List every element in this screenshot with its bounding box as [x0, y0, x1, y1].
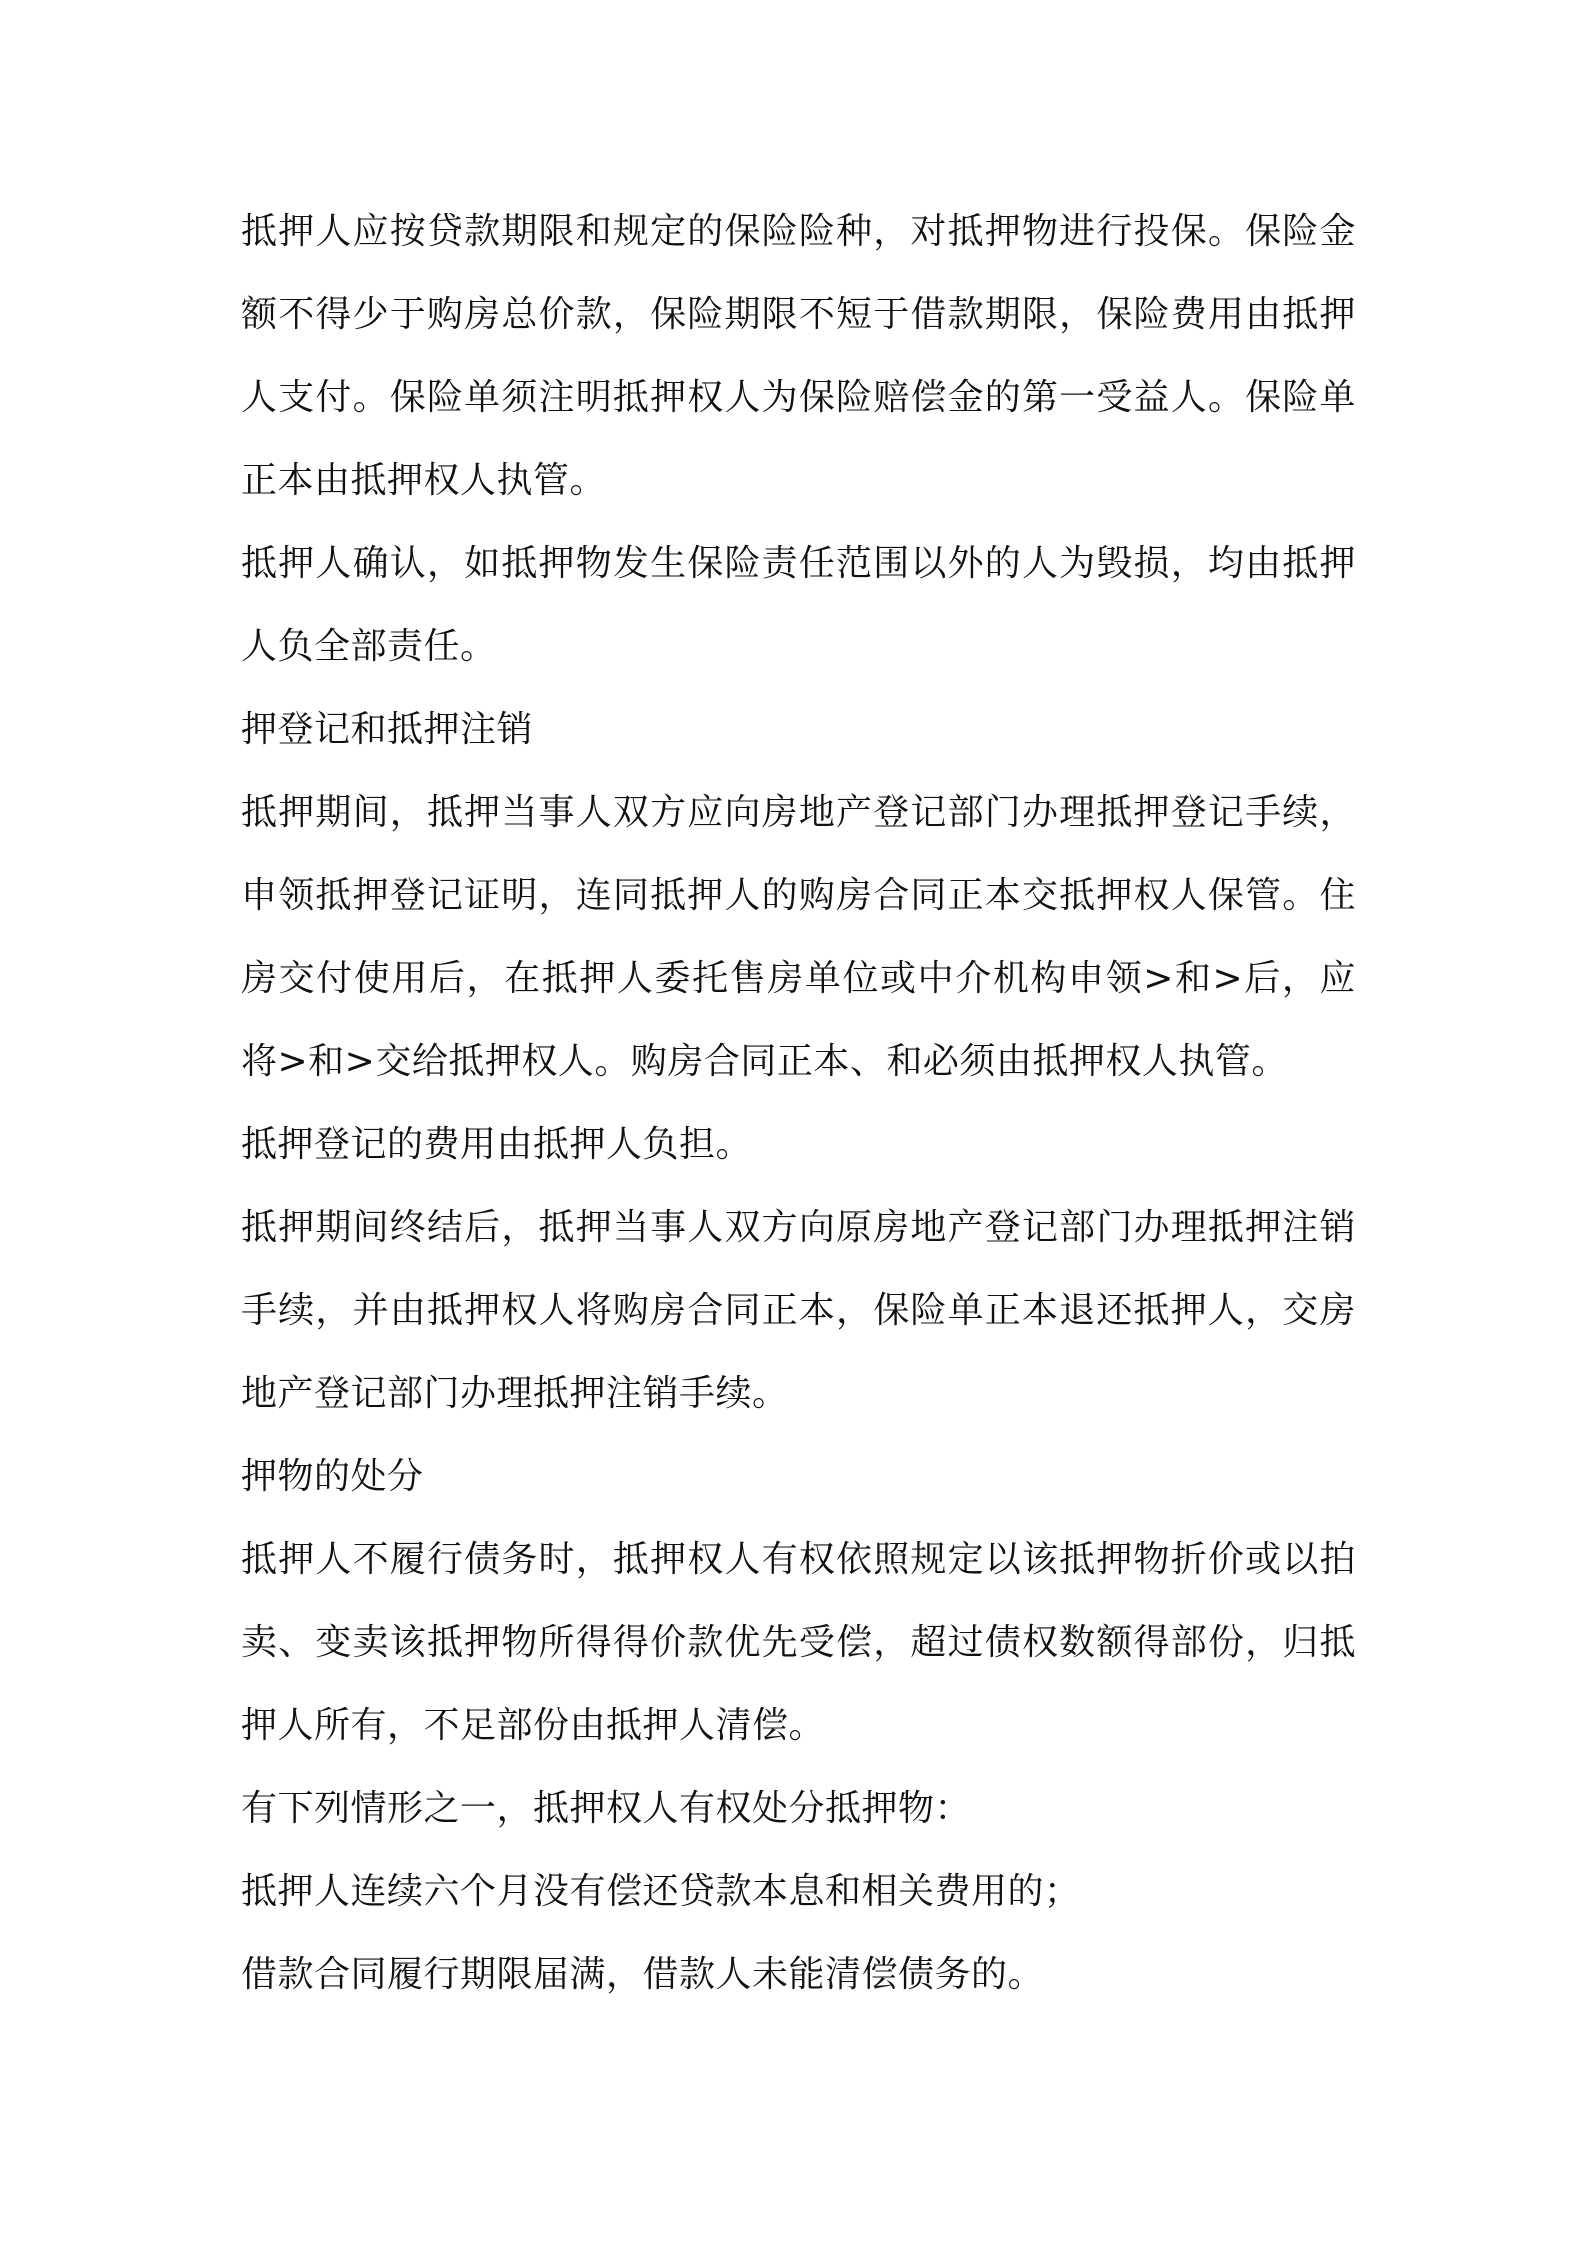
- list-item-condition-2: 借款合同履行期限届满，借款人未能清偿债务的。: [241, 1954, 1045, 1995]
- section-heading-disposal: 押物的处分: [241, 1456, 424, 1497]
- paragraph-registration-fee: 抵押登记的费用由抵押人负担。: [241, 1124, 753, 1165]
- paragraph-damage-liability: 抵押人确认，如抵押物发生保险责任范围以外的人为毁损，均由抵押人负全部责任。: [241, 543, 1356, 667]
- paragraph-disposal-conditions: 有下列情形之一，抵押权人有权处分抵押物：: [241, 1788, 972, 1829]
- paragraph-cancellation: 抵押期间终结后，抵押当事人双方向原房地产登记部门办理抵押注销手续，并由抵押权人将购房合同正本，保险单正本退还抵押人，交房地产登记部门办理抵押注销手续。: [241, 1207, 1356, 1414]
- paragraph-registration-procedure: 抵押期间，抵押当事人双方应向房地产登记部门办理抵押登记手续，申领抵押登记证明，连同抵押人的购房合同正本交抵押权人保管。住房交付使用后，在抵押人委托售房单位或中介机构申领>和>后，应将>和>交给抵押权人。购房合同正本、和必须由抵押权人执管。: [241, 792, 1356, 1082]
- section-heading-registration: 押登记和抵押注销: [241, 709, 534, 750]
- document-page: [241, 190, 1356, 2016]
- list-item-condition-1: 抵押人连续六个月没有偿还贷款本息和相关费用的；: [241, 1871, 1081, 1912]
- paragraph-insurance: 抵押人应按贷款期限和规定的保险险种，对抵押物进行投保。保险金额不得少于购房总价款，保险期限不短于借款期限，保险费用由抵押人支付。保险单须注明抵押权人为保险赔偿金的第一受益人。保险单正本由抵押权人执管。: [241, 211, 1356, 501]
- paragraph-disposal-rights: 抵押人不履行债务时，抵押权人有权依照规定以该抵押物折价或以拍卖、变卖该抵押物所得得价款优先受偿，超过债权数额得部份，归抵押人所有，不足部份由抵押人清偿。: [241, 1539, 1356, 1746]
